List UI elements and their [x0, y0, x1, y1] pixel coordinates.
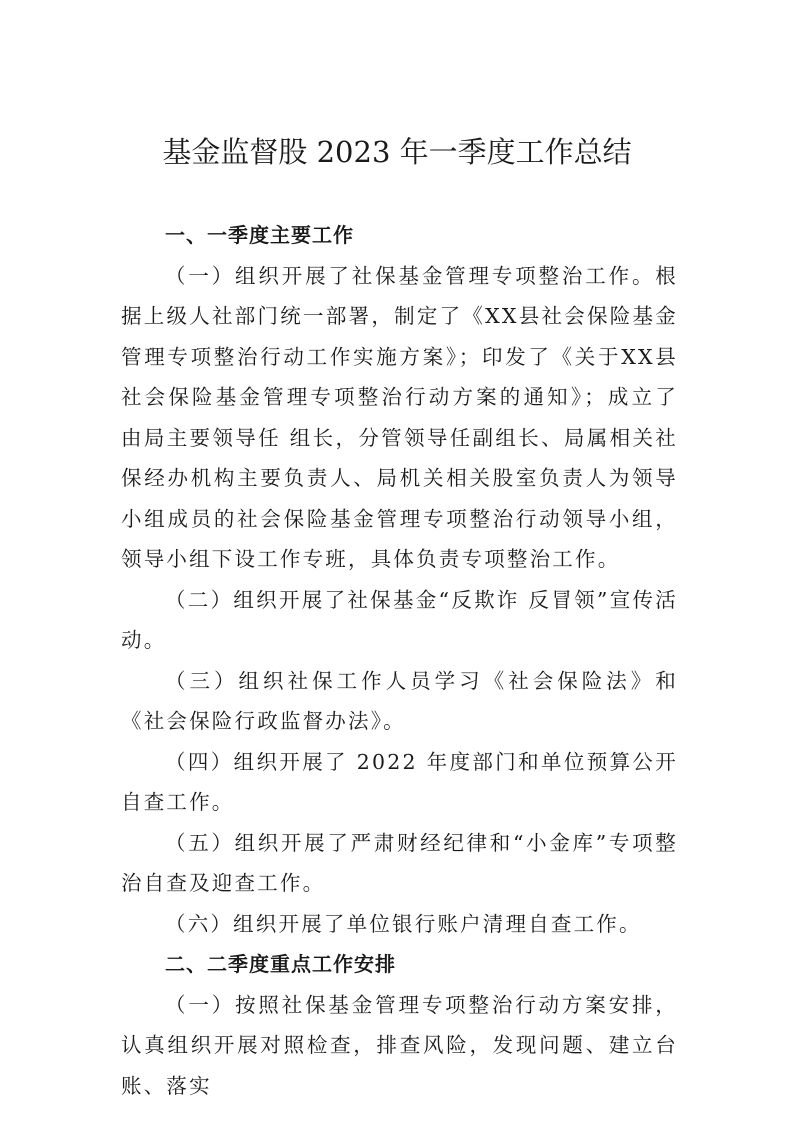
section-heading-q2-plan: 二、二季度重点工作安排 — [165, 952, 396, 976]
paragraph-q1-item-4: （四）组织开展了 2022 年度部门和单位预算公开自查工作。 — [121, 749, 678, 814]
paragraph-q1-item-2: （二）组织开展了社保基金“反欺诈 反冒领”宣传活动。 — [121, 587, 678, 652]
document-body — [121, 215, 678, 1106]
paragraph-q1-item-6: （六）组织开展了单位银行账户清理自查工作。 — [165, 911, 642, 936]
paragraph-q1-item-1: （一）组织开展了社保基金管理专项整治工作。根据上级人社部门统一部署，制定了《XX县社会保险基金管理专项整治行动工作实施方案》；印发了《关于XX县社会保险基金管理专项整治行动方案的通知》；成立了由局主要领导任 组长，分管领导任副组长、局属相关社保经办机构主要负责人、局机关相关股室负责人为领导小组成员的社会保险基金管理专项整治行动领导小组，领导小组下设工作专班，具体负责专项整治工作。 — [121, 263, 678, 571]
document-title: 基金监督股 2023 年一季度工作总结 — [162, 135, 632, 169]
paragraph-q2-item-1: （一）按照社保基金管理专项整治行动方案安排，认真组织开展对照检查，排查风险，发现问题、建立台账、落实 — [121, 992, 678, 1098]
section-heading-q1-work: 一、一季度主要工作 — [165, 223, 354, 247]
paragraph-q1-item-5: （五）组织开展了严肃财经纪律和“小金库”专项整治自查及迎查工作。 — [121, 830, 678, 895]
paragraph-q1-item-3: （三）组织社保工作人员学习《社会保险法》和《社会保险行政监督办法》。 — [121, 668, 678, 733]
